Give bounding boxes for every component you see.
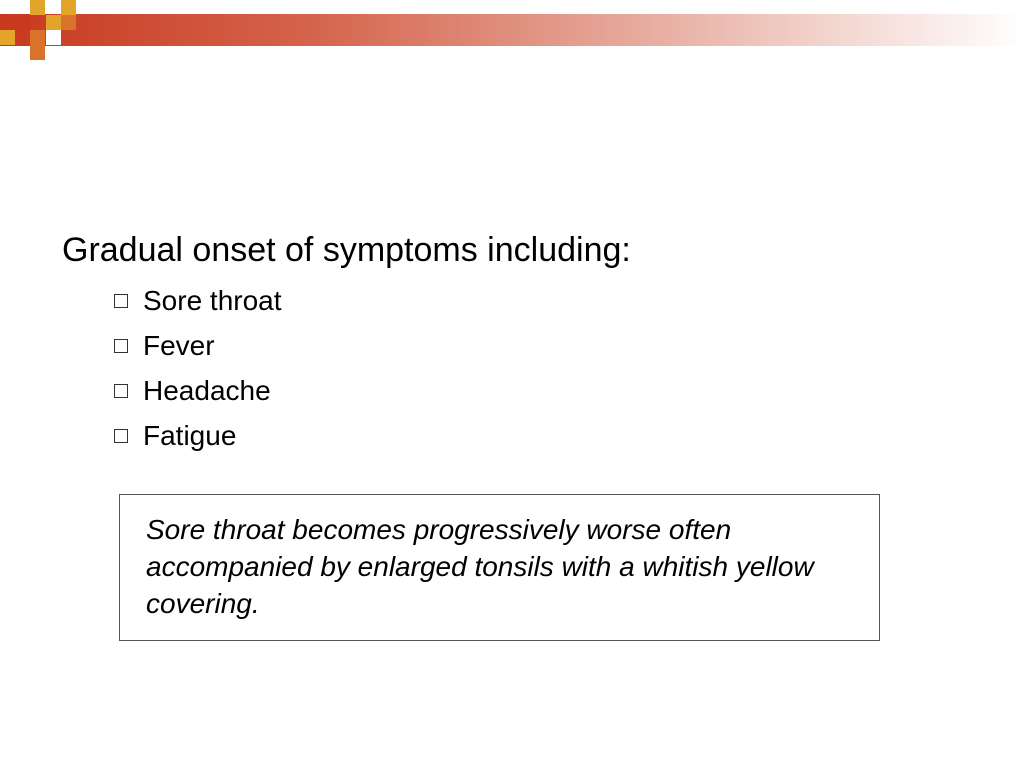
callout-box (119, 494, 880, 641)
symptom-list (62, 278, 962, 458)
list-item (114, 368, 962, 413)
symptom-label: Sore throat (143, 285, 282, 316)
list-item (114, 278, 962, 323)
square-bullet-icon (114, 339, 128, 353)
symptom-label: Fever (143, 330, 215, 361)
square-bullet-icon (114, 384, 128, 398)
square-bullet-icon (114, 429, 128, 443)
header-gradient-band (0, 14, 1024, 46)
symptom-label: Fatigue (143, 420, 237, 451)
list-item (114, 323, 962, 368)
callout-text: Sore throat becomes progressively worse often accompanied by enlarged tonsils with a whitish yellow covering. (146, 514, 814, 619)
square-bullet-icon (114, 294, 128, 308)
symptom-label: Headache (143, 375, 271, 406)
list-item (114, 413, 962, 458)
slide-body (62, 228, 962, 458)
main-bullet-text: Gradual onset of symptoms including: (62, 231, 631, 269)
